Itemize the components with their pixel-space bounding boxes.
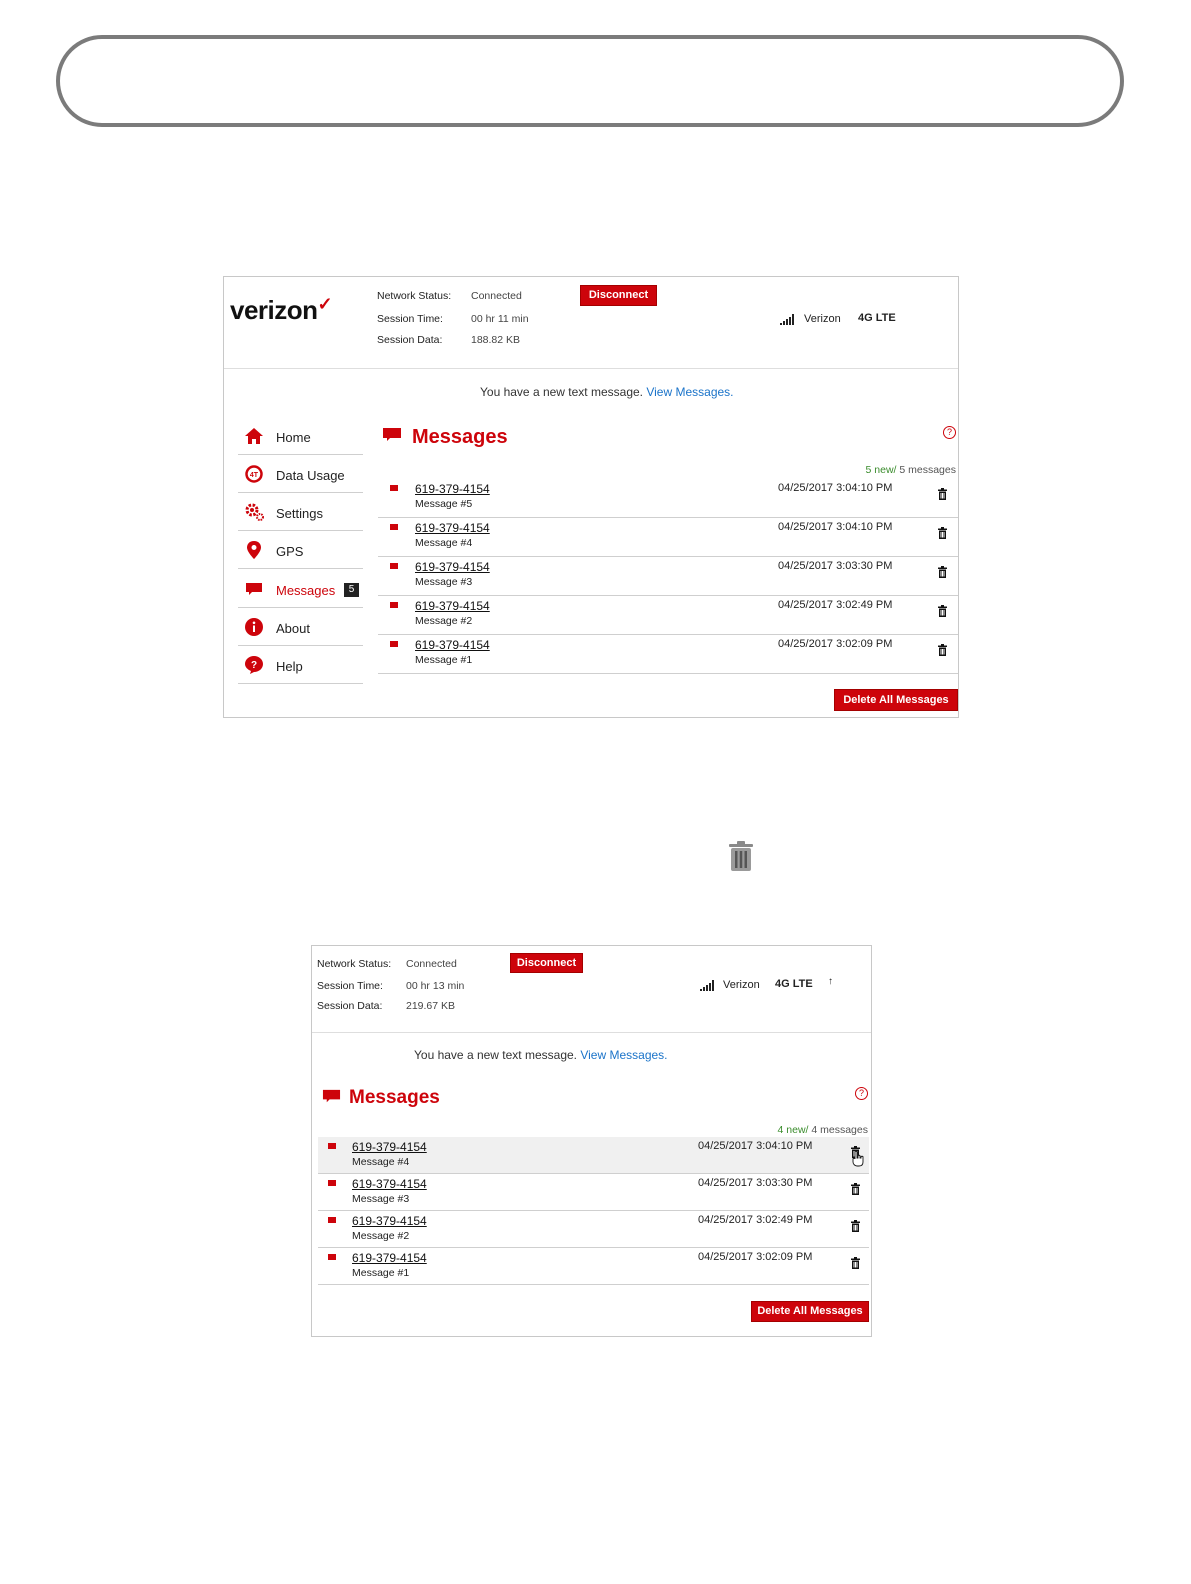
message-preview: Message #5 <box>415 498 473 510</box>
network-status-label: Network Status: <box>377 290 452 302</box>
message-timestamp: 04/25/2017 3:04:10 PM <box>778 482 893 494</box>
message-sender-link[interactable]: 619-379-4154 <box>415 599 490 613</box>
nav-item-settings[interactable] <box>238 494 363 531</box>
delete-message-trash-icon[interactable] <box>851 1257 860 1269</box>
message-sender-link[interactable]: 619-379-4154 <box>415 482 490 496</box>
message-sender-link[interactable]: 619-379-4154 <box>415 638 490 652</box>
network-technology: 4G LTE <box>775 978 813 990</box>
verizon-logo: verizon✓ <box>230 294 333 325</box>
nav-item-data-usage[interactable] <box>238 456 363 493</box>
session-time-value: 00 hr 11 min <box>471 313 529 325</box>
svg-text:?: ? <box>250 660 258 671</box>
svg-text:4T: 4T <box>249 472 259 479</box>
new-message-notice: You have a new text message. View Messages. <box>480 385 734 399</box>
message-timestamp: 04/25/2017 3:02:49 PM <box>778 599 893 611</box>
view-messages-link[interactable]: View Messages. <box>646 385 734 399</box>
nav-item-about[interactable] <box>238 609 363 646</box>
message-row[interactable] <box>318 1248 869 1285</box>
message-preview: Message #3 <box>352 1193 410 1205</box>
location-pin-icon <box>244 540 264 560</box>
message-timestamp: 04/25/2017 3:04:10 PM <box>698 1140 813 1152</box>
info-icon <box>244 617 264 637</box>
message-row[interactable] <box>318 1174 869 1211</box>
nav-label-about: About <box>276 621 310 636</box>
new-message-notice: You have a new text message. View Messages. <box>414 1048 668 1062</box>
network-status-value: Connected <box>471 290 522 302</box>
message-row[interactable] <box>378 557 958 596</box>
unread-flag-icon <box>328 1254 336 1260</box>
delete-message-trash-icon[interactable] <box>938 566 947 578</box>
session-data-value: 188.82 KB <box>471 334 521 346</box>
message-preview: Message #3 <box>415 576 473 588</box>
unread-flag-icon <box>390 485 398 491</box>
message-preview: Message #1 <box>352 1267 410 1279</box>
session-data-label: Session Data: <box>317 1000 383 1012</box>
unread-flag-icon <box>390 563 398 569</box>
message-timestamp: 04/25/2017 3:03:30 PM <box>778 560 893 572</box>
message-timestamp: 04/25/2017 3:02:49 PM <box>698 1214 813 1226</box>
nav-item-home[interactable] <box>238 418 363 455</box>
message-row[interactable] <box>378 479 958 518</box>
message-timestamp: 04/25/2017 3:03:30 PM <box>698 1177 813 1189</box>
nav-label-data-usage: Data Usage <box>276 468 345 483</box>
message-timestamp: 04/25/2017 3:02:09 PM <box>778 638 893 650</box>
delete-all-messages-button[interactable]: Delete All Messages <box>751 1301 869 1322</box>
screenshot-messages-five <box>223 276 959 718</box>
nav-item-gps[interactable] <box>238 532 363 569</box>
message-timestamp: 04/25/2017 3:02:09 PM <box>698 1251 813 1263</box>
session-time-label: Session Time: <box>377 313 443 325</box>
delete-message-trash-icon[interactable] <box>851 1183 860 1195</box>
view-messages-link[interactable]: View Messages. <box>580 1048 668 1062</box>
message-row[interactable] <box>318 1211 869 1248</box>
message-icon <box>322 1088 341 1107</box>
delete-message-trash-icon[interactable] <box>938 605 947 617</box>
nav-label-home: Home <box>276 430 311 445</box>
nav-label-messages: Messages <box>276 583 336 598</box>
message-preview: Message #4 <box>352 1156 410 1168</box>
nav-label-gps: GPS <box>276 544 304 559</box>
disconnect-button[interactable]: Disconnect <box>510 953 583 973</box>
page-title: Messages <box>349 1087 440 1108</box>
page-title: Messages <box>412 426 508 448</box>
carrier-name: Verizon <box>723 979 760 991</box>
delete-message-trash-icon[interactable] <box>938 527 947 539</box>
unread-flag-icon <box>328 1217 336 1223</box>
delete-all-messages-button[interactable]: Delete All Messages <box>834 689 958 711</box>
message-preview: Message #2 <box>415 615 473 627</box>
delete-message-trash-icon[interactable] <box>851 1220 860 1232</box>
help-icon <box>244 655 264 675</box>
gear-icon <box>244 502 264 522</box>
unread-flag-icon <box>390 641 398 647</box>
nav-item-help[interactable] <box>238 647 363 684</box>
message-sender-link[interactable]: 619-379-4154 <box>415 521 490 535</box>
upload-arrow-icon: ↑ <box>828 976 833 987</box>
network-status-value: Connected <box>406 958 457 970</box>
delete-message-trash-icon[interactable] <box>938 488 947 500</box>
help-icon[interactable]: ? <box>855 1087 868 1100</box>
message-preview: Message #4 <box>415 537 473 549</box>
nav-label-settings: Settings <box>276 506 323 521</box>
message-sender-link[interactable]: 619-379-4154 <box>415 560 490 574</box>
nav-label-help: Help <box>276 659 303 674</box>
disconnect-button[interactable]: Disconnect <box>580 285 657 306</box>
message-count: 5 new/ 5 messages <box>865 464 956 476</box>
session-time-label: Session Time: <box>317 980 383 992</box>
network-status-label: Network Status: <box>317 958 392 970</box>
screenshot-messages-four <box>311 945 872 1337</box>
message-row[interactable] <box>378 635 958 674</box>
message-preview: Message #1 <box>415 654 473 666</box>
session-time-value: 00 hr 13 min <box>406 980 465 992</box>
header-divider <box>312 1032 871 1033</box>
message-timestamp: 04/25/2017 3:04:10 PM <box>778 521 893 533</box>
message-icon <box>244 579 264 599</box>
unread-flag-icon <box>328 1143 336 1149</box>
trash-icon <box>727 840 755 872</box>
message-row[interactable] <box>318 1137 869 1174</box>
messages-count-badge: 5 <box>344 583 359 597</box>
message-sender-link[interactable]: 619-379-4154 <box>352 1177 427 1191</box>
hand-cursor-icon <box>852 1151 864 1167</box>
unread-flag-icon <box>390 524 398 530</box>
nav-item-messages[interactable] <box>238 571 363 608</box>
data-usage-icon <box>244 464 264 484</box>
help-icon[interactable]: ? <box>943 426 956 439</box>
header-divider <box>224 368 958 369</box>
message-preview: Message #2 <box>352 1230 410 1242</box>
message-row[interactable] <box>378 518 958 557</box>
message-row[interactable] <box>378 596 958 635</box>
message-sender-link[interactable]: 619-379-4154 <box>352 1251 427 1265</box>
session-data-value: 219.67 KB <box>406 1000 456 1012</box>
message-icon <box>382 426 402 446</box>
message-sender-link[interactable]: 619-379-4154 <box>352 1214 427 1228</box>
message-sender-link[interactable]: 619-379-4154 <box>352 1140 427 1154</box>
carrier-name: Verizon <box>804 313 841 325</box>
delete-message-trash-icon[interactable] <box>938 644 947 656</box>
signal-strength-icon <box>780 314 794 325</box>
unread-flag-icon <box>328 1180 336 1186</box>
network-technology: 4G LTE <box>858 312 896 324</box>
message-count: 4 new/ 4 messages <box>777 1124 868 1136</box>
session-data-label: Session Data: <box>377 334 443 346</box>
home-icon <box>244 426 264 446</box>
unread-flag-icon <box>390 602 398 608</box>
signal-strength-icon <box>700 980 714 991</box>
section-heading-frame <box>56 35 1124 127</box>
